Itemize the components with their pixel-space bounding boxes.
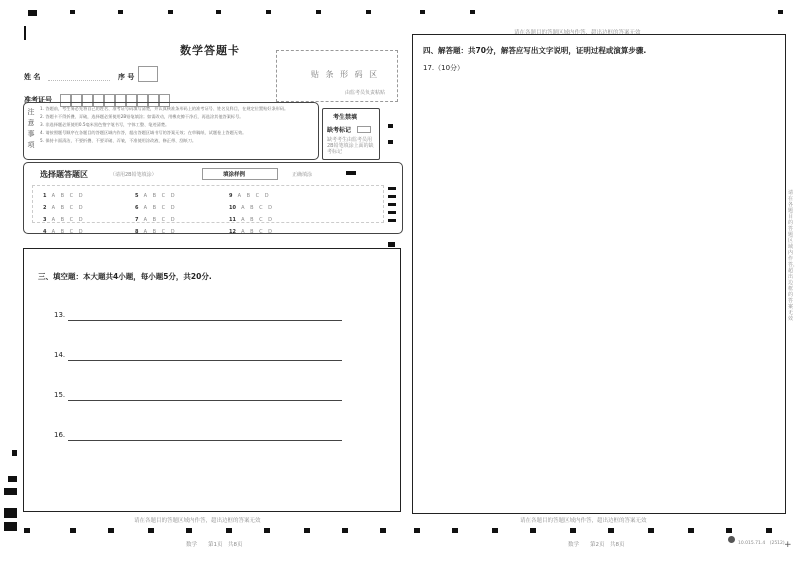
choice-hint: （请用2B铅笔填涂） <box>110 172 157 178</box>
fill-in-box <box>23 248 401 512</box>
correct-sample-mark <box>346 171 356 175</box>
correct-label: 正确填涂 <box>292 172 313 178</box>
choice-row[interactable]: 12 A B C D <box>229 229 275 235</box>
seat-field[interactable] <box>138 66 158 82</box>
section4-title: 四、解答题：共70分，解答应写出文字说明，证明过程或演算步骤. <box>423 46 647 55</box>
left-footer: 数学 第1页 共8页 <box>186 542 243 548</box>
sample-box <box>202 168 278 180</box>
plus-mark: + <box>784 540 792 550</box>
answer-box <box>412 34 786 514</box>
timing-mark <box>388 140 393 144</box>
barcode-title: 贴 条 形 码 区 <box>311 70 380 79</box>
choice-row[interactable]: 3 A B C D <box>43 217 85 223</box>
choice-row[interactable]: 8 A B C D <box>135 229 177 235</box>
blank-15-label: 15. <box>54 391 66 399</box>
choice-grid[interactable] <box>32 185 384 235</box>
right-bottom-notice: 请在各题目的答题区域内作答，超出边框的答案无效 <box>520 518 647 524</box>
choice-row[interactable]: 6 A B C D <box>135 205 177 211</box>
timing-mark <box>388 211 396 214</box>
section3-title: 三、填空题：本大题共4小题，每小题5分，共20分. <box>38 272 212 281</box>
right-footer: 数学 第2页 共8页 <box>568 542 625 548</box>
page-title: 数学答题卡 <box>180 44 240 57</box>
notice-box <box>23 102 319 160</box>
choice-row[interactable]: 9 A B C D <box>229 193 271 199</box>
choice-box <box>23 162 403 234</box>
name-field[interactable] <box>48 80 110 81</box>
absent-note: 缺考考生由监考员用2B铅笔填涂上面的缺考标记 <box>327 137 374 155</box>
choice-row[interactable]: 5 A B C D <box>135 193 177 199</box>
question-17: 17.（10分） <box>423 64 465 72</box>
absent-label: 缺考标记 <box>327 127 352 134</box>
blank-16-label: 16. <box>54 431 66 439</box>
notice-text: 1. 答题前，考生务必先将自己的姓名、准考证号码填写清楚，并认真核准条形码上的准考证号、姓名及科目，在规定位置贴好条形码。 2. 答题卡不得折叠、弄破，选择题必须使用2B铅笔填涂；如需改动，用橡皮擦干净后，再选涂其他答案标号。 3. 非选择题必须使用0.5毫米黑色签字笔书写，字体工整、笔迹清楚。 4. 请按照题号顺序在各题目的答题区域内作答，超出答题区域书写的答案无效；在草稿纸、试题卷上答题无效。 5. 保持卡面清洁，不要折叠、不要弄破、弄皱，不准使用涂改液、修正带、刮纸刀。 <box>40 106 289 143</box>
right-top-notice: 请在各题目的答题区域内作答，超出边框的答案无效 <box>514 30 641 36</box>
blank-14-line[interactable] <box>68 360 342 361</box>
orientation-mark <box>24 26 26 40</box>
blank-13-line[interactable] <box>68 320 342 321</box>
choice-row[interactable]: 4 A B C D <box>43 229 85 235</box>
seat-label: 序 号 <box>118 73 135 81</box>
choice-row[interactable]: 7 A B C D <box>135 217 177 223</box>
absent-mark[interactable] <box>357 126 371 133</box>
blank-13-label: 13. <box>54 311 66 319</box>
exam-id-label: 准考证号 <box>24 96 52 104</box>
name-label: 姓 名 <box>24 73 41 81</box>
right-side-notice: 请在各题目的答题区域内作答，超出边框的答案无效 <box>788 190 798 322</box>
timing-mark <box>388 195 396 198</box>
notice-label: 注 意 事 项 <box>27 108 35 149</box>
exam-fill-title: 考生禁填 <box>333 114 358 121</box>
choice-row[interactable]: 1 A B C D <box>43 193 85 199</box>
choice-row[interactable]: 2 A B C D <box>43 205 85 211</box>
corner-code: 10.015.71.4 (2512) <box>738 541 785 546</box>
sample-label: 填涂样例 <box>223 172 246 178</box>
answer-area[interactable] <box>419 75 777 505</box>
left-bottom-notice: 请在各题目的答题区域内作答，超出边框的答案无效 <box>134 518 261 524</box>
blank-16-line[interactable] <box>68 440 342 441</box>
blank-15-line[interactable] <box>68 400 342 401</box>
blank-14-label: 14. <box>54 351 66 359</box>
barcode-area <box>276 50 398 102</box>
choice-title: 选择题答题区 <box>40 170 88 179</box>
exam-fill-box <box>322 108 380 160</box>
choice-row[interactable]: 10 A B C D <box>229 205 275 211</box>
logo-icon <box>728 536 735 543</box>
timing-mark <box>388 124 393 128</box>
timing-mark <box>388 219 396 222</box>
barcode-note: 由监考员负责粘贴 <box>345 90 386 96</box>
choice-row[interactable]: 11 A B C D <box>229 217 275 223</box>
timing-mark <box>388 187 396 190</box>
timing-mark <box>388 203 396 206</box>
